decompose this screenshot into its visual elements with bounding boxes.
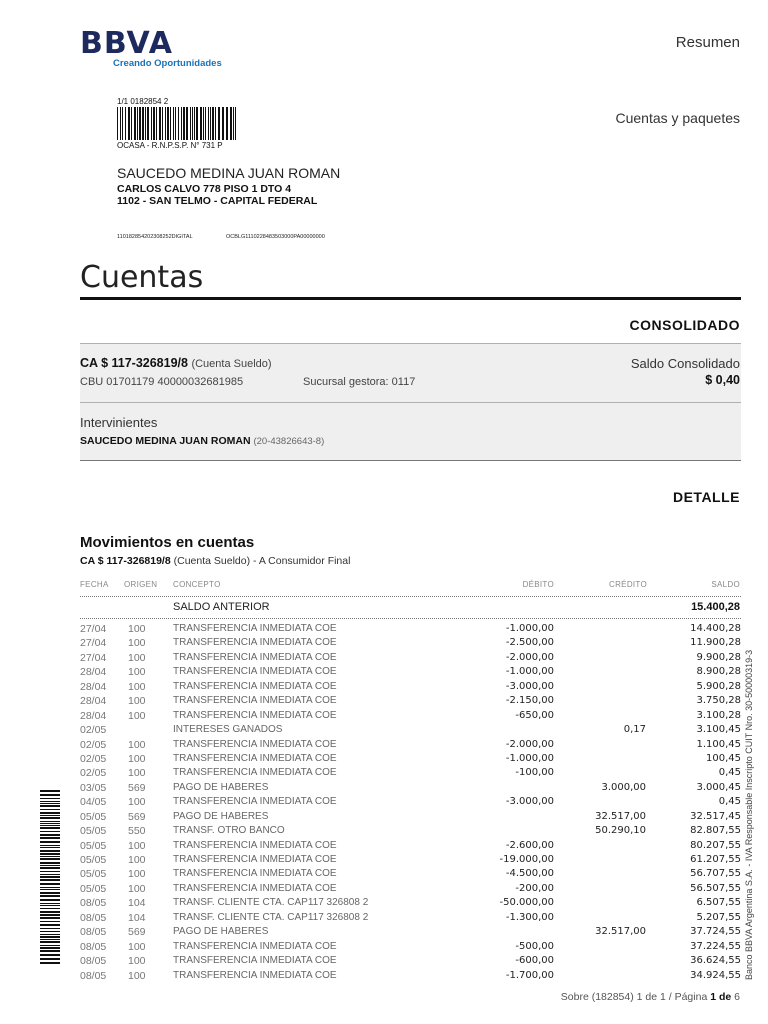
cell-concepto: TRANSFERENCIA INMEDIATA COE [173, 752, 337, 764]
cell-fecha: 03/05 [80, 781, 107, 794]
cell-saldo: 37.224,55 [690, 940, 741, 952]
cell-saldo: 36.624,55 [690, 955, 741, 967]
cell-concepto: TRANSFERENCIA INMEDIATA COE [173, 666, 337, 678]
cell-origen: 100 [128, 854, 146, 866]
title-rule [80, 297, 741, 300]
cell-fecha: 08/05 [80, 940, 107, 953]
cell-origen: 100 [128, 709, 146, 722]
cell-credito: 50.290,10 [595, 825, 646, 837]
cell-fecha: 05/05 [80, 839, 107, 852]
table-row [80, 840, 741, 854]
cell-fecha: 08/05 [80, 926, 107, 939]
cell-concepto: TRANSFERENCIA INMEDIATA COE [173, 680, 337, 692]
cell-debito: -200,00 [515, 882, 554, 894]
cell-concepto: TRANSFERENCIA INMEDIATA COE [173, 623, 337, 634]
cell-concepto: TRANSFERENCIA INMEDIATA COE [173, 955, 337, 967]
saldo-anterior-value: 15.400,28 [691, 601, 740, 613]
cell-fecha: 28/04 [80, 709, 107, 722]
movements-title: Movimientos en cuentas [80, 534, 255, 551]
cell-concepto: TRANSFERENCIA INMEDIATA COE [173, 854, 337, 865]
cell-origen: 104 [128, 911, 146, 924]
cell-saldo: 3.750,28 [696, 695, 741, 707]
cell-debito: -3.000,00 [505, 680, 554, 692]
page-footer: Sobre (182854) 1 de 1 / Página 1 de 6 [560, 991, 740, 1003]
table-row [80, 970, 741, 984]
table-row [80, 811, 741, 825]
mail-barcode [117, 107, 239, 140]
cell-fecha: 05/05 [80, 825, 107, 838]
side-barcode [40, 790, 60, 966]
table-row [80, 623, 741, 637]
cell-saldo: 0,45 [718, 796, 741, 808]
cell-concepto: TRANSF. CLIENTE CTA. CAP117 326808 2 [173, 897, 369, 909]
cell-fecha: 05/05 [80, 854, 107, 866]
cell-concepto: TRANSFERENCIA INMEDIATA COE [173, 738, 337, 750]
cell-origen: 104 [128, 897, 146, 910]
cell-debito: -100,00 [515, 767, 554, 779]
cell-fecha: 08/05 [80, 955, 107, 968]
cell-saldo: 80.207,55 [690, 839, 741, 851]
col-origen: ORIGEN [124, 580, 158, 589]
cell-origen: 100 [128, 767, 146, 780]
cell-fecha: 08/05 [80, 911, 107, 924]
cell-saldo: 5.900,28 [696, 680, 741, 692]
barcode-number: 1/1 0182854 2 [117, 97, 169, 106]
cell-saldo: 11.900,28 [690, 637, 741, 649]
account-band [80, 344, 741, 402]
saldo-anterior-label: SALDO ANTERIOR [173, 601, 270, 613]
cell-origen: 100 [128, 940, 146, 953]
table-row [80, 883, 741, 897]
cell-origen: 569 [128, 810, 146, 823]
cell-origen: 550 [128, 825, 146, 838]
table-row [80, 926, 741, 940]
table-row [80, 854, 741, 868]
cell-concepto: TRANSFERENCIA INMEDIATA COE [173, 709, 337, 721]
cell-fecha: 05/05 [80, 882, 107, 895]
address-line-1: CARLOS CALVO 778 PISO 1 DTO 4 [117, 183, 292, 195]
cell-saldo: 61.207,55 [690, 854, 741, 865]
cell-debito: -4.500,00 [505, 868, 554, 880]
cell-concepto: TRANSF. CLIENTE CTA. CAP117 326808 2 [173, 911, 369, 923]
cell-fecha: 05/05 [80, 810, 107, 823]
cell-debito: -19.000,00 [499, 854, 554, 865]
cell-concepto: INTERESES GANADOS [173, 724, 283, 736]
cell-saldo: 37.724,55 [690, 926, 741, 938]
cell-fecha: 02/05 [80, 738, 107, 751]
cell-debito: -2.150,00 [505, 695, 554, 707]
col-debito: DÉBITO [522, 580, 554, 589]
cell-debito: -3.000,00 [505, 796, 554, 808]
cell-saldo: 1.100,45 [696, 738, 741, 750]
cell-debito: -50.000,00 [499, 897, 554, 909]
cell-origen: 569 [128, 926, 146, 939]
table-row [80, 796, 741, 810]
cell-credito: 3.000,00 [601, 781, 646, 793]
cell-fecha: 02/05 [80, 767, 107, 780]
table-row [80, 652, 741, 666]
cell-debito: -2.600,00 [505, 839, 554, 851]
cell-fecha: 27/04 [80, 651, 107, 664]
table-row [80, 897, 741, 911]
table-row [80, 637, 741, 651]
cell-saldo: 8.900,28 [696, 666, 741, 678]
legal-side-text: Banco BBVA Argentina S.A. - IVA Responsable Inscripto CUIT Nro. 30-50000319-3 [744, 649, 754, 980]
col-saldo: SALDO [711, 580, 740, 589]
saldo-dotted-rule [80, 618, 741, 619]
holders-label: Intervinientes [80, 415, 158, 430]
table-row [80, 695, 741, 709]
cell-origen: 100 [128, 868, 146, 881]
cell-origen: 100 [128, 651, 146, 664]
cell-origen: 100 [128, 882, 146, 895]
col-credito: CRÉDITO [609, 580, 647, 589]
cell-fecha: 28/04 [80, 680, 107, 693]
cell-origen: 100 [128, 623, 146, 635]
table-row [80, 681, 741, 695]
cell-debito: -2.000,00 [505, 738, 554, 750]
table-row [80, 739, 741, 753]
courier-info: OCASA - R.N.P.S.P. N° 731 P [117, 141, 223, 150]
cell-concepto: TRANSFERENCIA INMEDIATA COE [173, 796, 337, 808]
cell-fecha: 27/04 [80, 623, 107, 635]
col-fecha: FECHA [80, 580, 109, 589]
cell-concepto: TRANSFERENCIA INMEDIATA COE [173, 940, 337, 952]
mail-code-1: 110182854202308252DIGITAL [117, 234, 193, 240]
table-row [80, 724, 741, 738]
table-row [80, 912, 741, 926]
cell-debito: -2.000,00 [505, 651, 554, 663]
cell-saldo: 3.100,28 [696, 709, 741, 721]
table-row [80, 825, 741, 839]
cell-concepto: PAGO DE HABERES [173, 926, 269, 938]
cell-saldo: 82.807,55 [690, 825, 741, 837]
cell-debito: -600,00 [515, 955, 554, 967]
header-dotted-rule [80, 596, 741, 597]
mail-code-2: OCBLG1110228483503000PA00000000 [226, 234, 325, 240]
cell-fecha: 27/04 [80, 637, 107, 650]
cell-debito: -1.300,00 [505, 911, 554, 923]
balance-label: Saldo Consolidado [630, 356, 740, 371]
table-row [80, 782, 741, 796]
cell-debito: -1.000,00 [505, 623, 554, 634]
table-row [80, 666, 741, 680]
detalle-title: DETALLE [672, 489, 740, 505]
cell-concepto: TRANSFERENCIA INMEDIATA COE [173, 637, 337, 649]
bbva-logo: BBVA [80, 26, 173, 61]
cell-origen: 100 [128, 637, 146, 650]
table-row [80, 941, 741, 955]
cell-origen: 100 [128, 752, 146, 765]
table-row [80, 955, 741, 969]
cell-saldo: 3.100,45 [696, 724, 741, 736]
cell-fecha: 28/04 [80, 695, 107, 708]
cell-concepto: PAGO DE HABERES [173, 781, 269, 793]
address-line-2: 1102 - SAN TELMO - CAPITAL FEDERAL [117, 195, 318, 207]
cell-fecha: 08/05 [80, 897, 107, 910]
cell-origen: 569 [128, 781, 146, 794]
holder-name: SAUCEDO MEDINA JUAN ROMAN (20-43826643-8) [80, 435, 325, 447]
cell-credito: 32.517,00 [595, 926, 646, 938]
cell-debito: -2.500,00 [505, 637, 554, 649]
cell-saldo: 5.207,55 [696, 911, 741, 923]
branch: Sucursal gestora: 0117 [303, 376, 416, 388]
cell-saldo: 34.924,55 [690, 969, 741, 981]
cell-saldo: 14.400,28 [690, 623, 741, 634]
cell-concepto: TRANSFERENCIA INMEDIATA COE [173, 969, 337, 981]
cell-concepto: TRANSFERENCIA INMEDIATA COE [173, 868, 337, 880]
cell-fecha: 05/05 [80, 868, 107, 881]
cell-concepto: TRANSFERENCIA INMEDIATA COE [173, 695, 337, 707]
account-number: CA $ 117-326819/8 (Cuenta Sueldo) [80, 356, 272, 370]
cell-origen: 100 [128, 969, 146, 982]
cell-saldo: 0,45 [718, 767, 741, 779]
cell-origen: 100 [128, 738, 146, 751]
recipient-name: SAUCEDO MEDINA JUAN ROMAN [117, 165, 341, 181]
cell-saldo: 56.507,55 [690, 882, 741, 894]
cell-credito: 32.517,00 [595, 810, 646, 822]
table-row [80, 753, 741, 767]
movements-table [80, 623, 741, 984]
page-title: Cuentas [80, 260, 204, 295]
cell-concepto: TRANSFERENCIA INMEDIATA COE [173, 651, 337, 663]
table-row [80, 710, 741, 724]
cell-credito: 0,17 [623, 724, 646, 736]
table-row [80, 767, 741, 781]
cbu: CBU 01701179 40000032681985 [80, 376, 244, 388]
cell-fecha: 28/04 [80, 666, 107, 679]
cell-saldo: 6.507,55 [696, 897, 741, 909]
cell-origen: 100 [128, 680, 146, 693]
cell-concepto: TRANSFERENCIA INMEDIATA COE [173, 882, 337, 894]
cell-debito: -1.000,00 [505, 666, 554, 678]
cell-debito: -500,00 [515, 940, 554, 952]
cell-fecha: 04/05 [80, 796, 107, 809]
cell-concepto: PAGO DE HABERES [173, 810, 269, 822]
holders-band [80, 403, 741, 460]
cell-saldo: 3.000,45 [696, 781, 741, 793]
balance-value: $ 0,40 [705, 373, 740, 387]
summary-heading: Resumen [675, 34, 740, 51]
cell-saldo: 9.900,28 [696, 651, 741, 663]
consolidado-title: CONSOLIDADO [629, 317, 740, 333]
cell-fecha: 02/05 [80, 752, 107, 765]
cell-debito: -1.700,00 [505, 969, 554, 981]
cell-origen: 100 [128, 839, 146, 852]
cell-debito: -650,00 [515, 709, 554, 721]
cell-debito: -1.000,00 [505, 752, 554, 764]
cell-origen: 100 [128, 695, 146, 708]
logo-tagline: Creando Oportunidades [113, 58, 222, 69]
cell-origen: 100 [128, 955, 146, 968]
cell-saldo: 100,45 [706, 752, 741, 764]
movements-account: CA $ 117-326819/8 (Cuenta Sueldo) - A Consumidor Final [80, 555, 351, 567]
section-heading: Cuentas y paquetes [615, 110, 740, 126]
cell-concepto: TRANSFERENCIA INMEDIATA COE [173, 767, 337, 779]
cell-origen: 100 [128, 796, 146, 809]
table-row [80, 868, 741, 882]
cell-saldo: 56.707,55 [690, 868, 741, 880]
col-concepto: CONCEPTO [173, 580, 221, 589]
divider [80, 460, 741, 461]
cell-fecha: 02/05 [80, 724, 107, 737]
cell-concepto: TRANSFERENCIA INMEDIATA COE [173, 839, 337, 851]
cell-origen: 100 [128, 666, 146, 679]
cell-saldo: 32.517,45 [690, 810, 741, 822]
cell-fecha: 08/05 [80, 969, 107, 982]
cell-concepto: TRANSF. OTRO BANCO [173, 825, 285, 837]
